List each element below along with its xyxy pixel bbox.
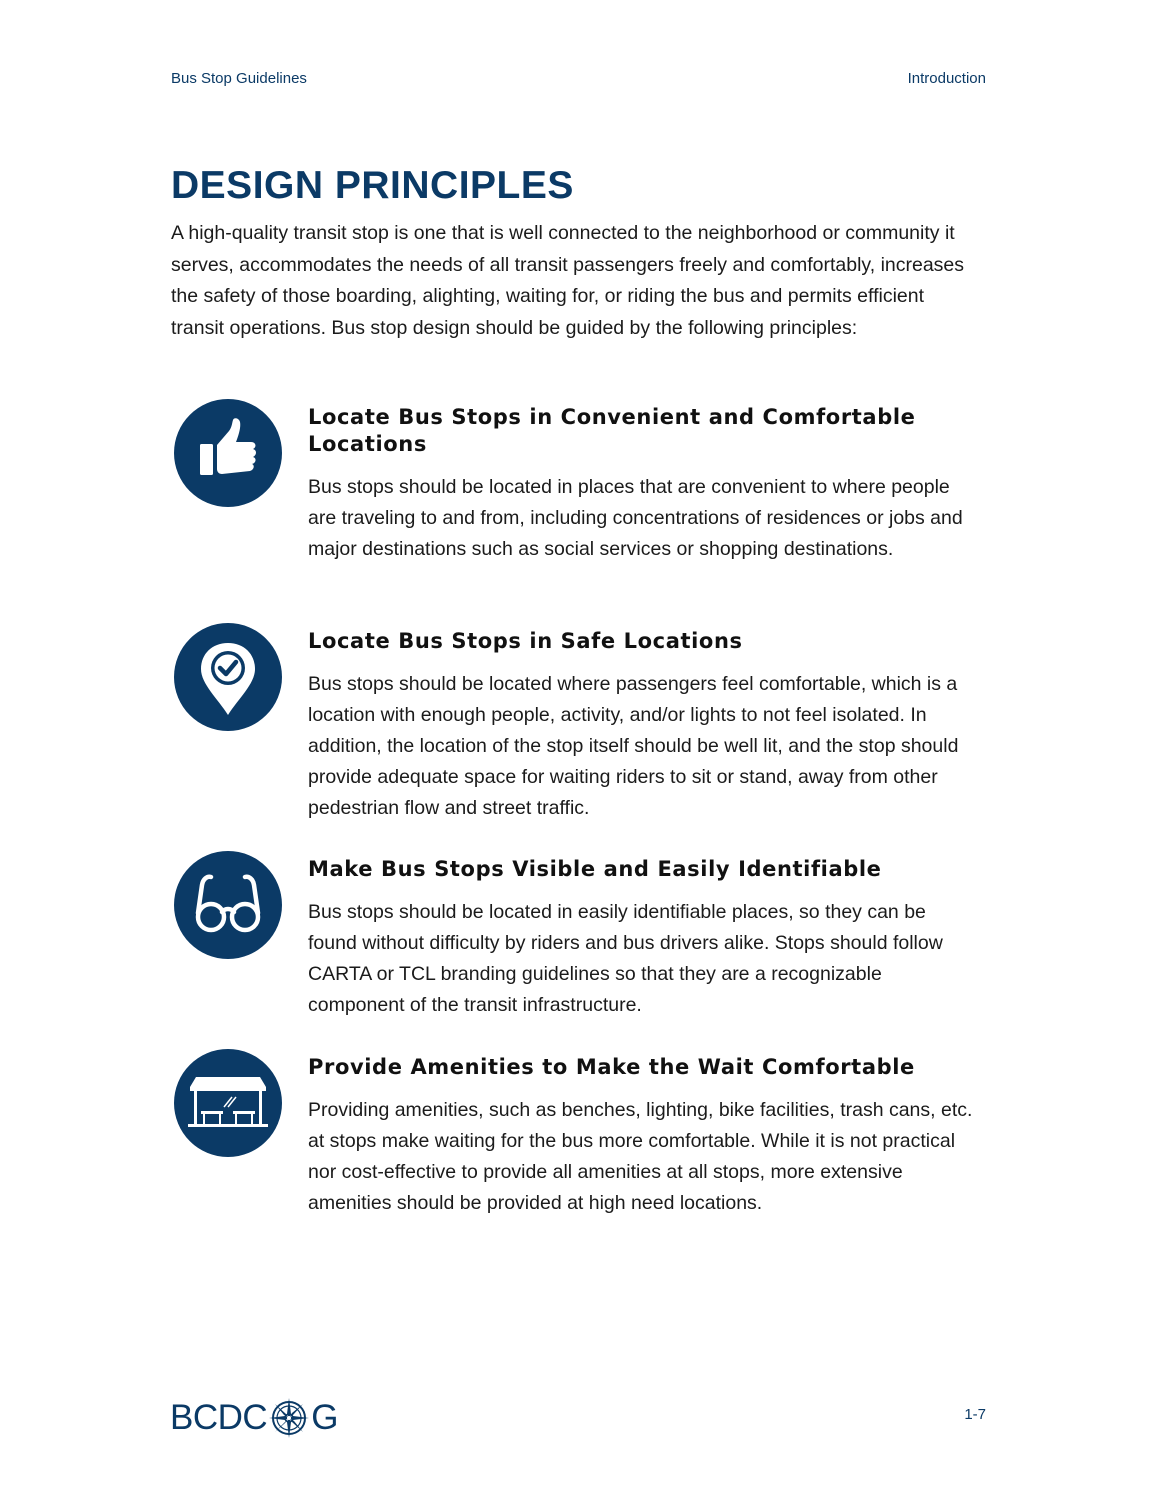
running-header-left: Bus Stop Guidelines bbox=[171, 70, 307, 87]
bus-shelter-icon bbox=[174, 1049, 282, 1157]
running-header-right: Introduction bbox=[907, 70, 986, 87]
bcdcog-logo bbox=[170, 1395, 338, 1441]
glasses-icon bbox=[174, 851, 282, 959]
compass-icon bbox=[268, 1397, 310, 1439]
location-check-icon bbox=[174, 623, 282, 731]
logo-text-end: G bbox=[311, 1398, 338, 1437]
principle-title: Make Bus Stops Visible and Easily Identifiable bbox=[308, 857, 882, 881]
logo-text-start: BCDC bbox=[170, 1398, 268, 1437]
principle-text: Bus stops should be located where passengers feel comfortable, which is a location with enough people, activity, and/or lights to not feel isolated. In addition, the location of the stop itself should be well lit, and the stop should provide adequate space for waiting riders to sit or stand, away from other pedestrian flow and street traffic. bbox=[308, 673, 959, 819]
intro-paragraph: A high-quality transit stop is one that is well connected to the neighborhood or community it serves, accommodates the needs of all transit passengers freely and comfortably, increases the safety of those boarding, alighting, waiting for, or riding the bus and permits efficient transit operations. Bus stop design should be guided by the following principles: bbox=[171, 222, 965, 339]
principle-title: Provide Amenities to Make the Wait Comfortable bbox=[308, 1055, 915, 1079]
principle-title: Locate Bus Stops in Convenient and Comfortable Locations bbox=[308, 405, 916, 456]
page-title: DESIGN PRINCIPLES bbox=[171, 164, 574, 207]
principle-title: Locate Bus Stops in Safe Locations bbox=[308, 629, 743, 653]
principle-text: Bus stops should be located in places that are convenient to where people are traveling to and from, including concentrations of residences or jobs and major destinations such as social services or shopping destinations. bbox=[308, 476, 963, 560]
page-number: 1-7 bbox=[964, 1406, 986, 1423]
thumbs-up-icon bbox=[174, 399, 282, 507]
principle-text: Providing amenities, such as benches, lighting, bike facilities, trash cans, etc. at stops make waiting for the bus more comfortable. While it is not practical nor cost-effective to provide all amenities at all stops, more extensive amenities should be provided at high need locations. bbox=[308, 1099, 973, 1214]
principle-text: Bus stops should be located in easily identifiable places, so they can be found without difficulty by riders and bus drivers alike. Stops should follow CARTA or TCL branding guidelines so that they are a recognizable component of the transit infrastructure. bbox=[308, 901, 943, 1016]
